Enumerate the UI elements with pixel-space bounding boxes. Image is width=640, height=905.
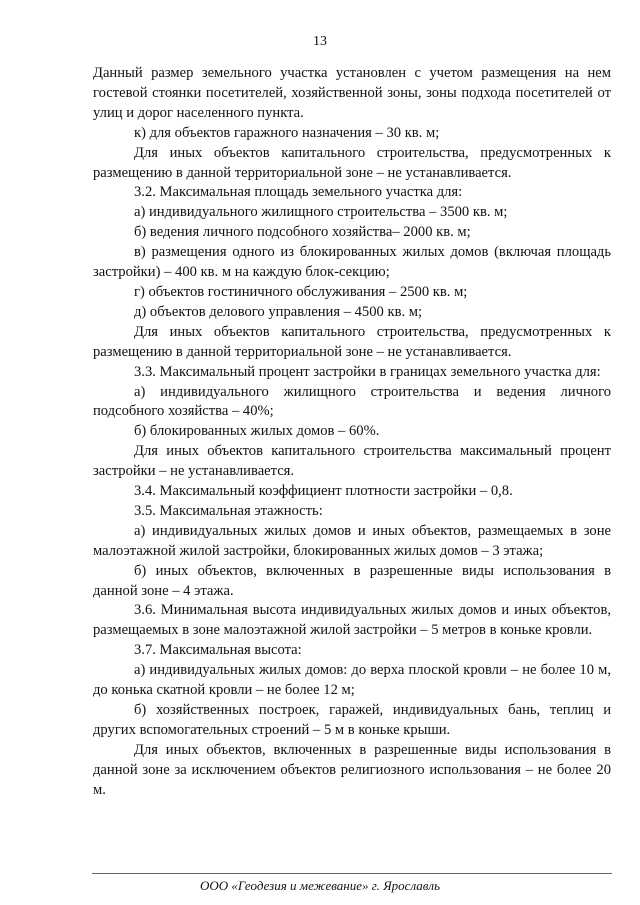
list-item: а) индивидуальных жилых домов: до верха плоской кровли – не более 10 м, до конька скатной кровли – не более 12 м; — [93, 662, 611, 699]
paragraph: Для иных объектов капитального строительства, предусмотренных к размещению в данной территориальной зоне – не устанавливается. — [93, 144, 611, 181]
section-heading: 3.6. Минимальная высота индивидуальных жилых домов и иных объектов, размещаемых в зоне малоэтажной жилой застройки – 5 метров в коньке кровли. — [93, 602, 611, 639]
page-number: 13 — [313, 34, 327, 49]
list-item: а) индивидуального жилищного строительства – 3500 кв. м; — [134, 204, 508, 221]
document-body — [93, 64, 611, 801]
list-item: б) хозяйственных построек, гаражей, индивидуальных бань, теплиц и других вспомогательных строений – 5 м в коньке крыши. — [93, 702, 611, 738]
list-item: в) размещения одного из блокированных жилых домов (включая площадь застройки) – 400 кв. м на каждую блок-секцию; — [93, 244, 611, 281]
section-heading: 3.2. Максимальная площадь земельного участка для: — [134, 184, 463, 201]
list-item: г) объектов гостиничного обслуживания – 2500 кв. м; — [134, 283, 468, 300]
list-item: б) блокированных жилых домов – 60%. — [134, 423, 380, 440]
section-heading: 3.3. Максимальный процент застройки в границах земельного участка для: — [134, 363, 601, 380]
paragraph: Данный размер земельного участка установлен с учетом размещения на нем гостевой стоянки посетителей, хозяйственной зоны, зоны подхода посетителей от улиц и дорог населенного пункта. — [93, 65, 611, 121]
list-item: а) индивидуальных жилых домов и иных объектов, размещаемых в зоне малоэтажной жилой застройки, блокированных жилых домов – 3 этажа; — [93, 522, 611, 559]
paragraph: к) для объектов гаражного назначения – 30 кв. м; — [134, 124, 440, 141]
section-heading: 3.5. Максимальная этажность: — [134, 502, 323, 519]
list-item: д) объектов делового управления – 4500 кв. м; — [134, 303, 423, 320]
list-item: б) иных объектов, включенных в разрешенные виды использования в данной зоне – 4 этажа. — [93, 562, 611, 599]
section-heading: 3.7. Максимальная высота: — [134, 642, 302, 659]
paragraph: Для иных объектов капитального строительства максимальный процент застройки – не устанавливается. — [93, 443, 611, 480]
page-footer: ООО «Геодезия и межевание» г. Ярославль — [199, 878, 441, 893]
section-heading: 3.4. Максимальный коэффициент плотности застройки – 0,8. — [134, 483, 513, 500]
list-item: б) ведения личного подсобного хозяйства– 2000 кв. м; — [134, 224, 471, 241]
paragraph: Для иных объектов капитального строительства, предусмотренных к размещению в данной территориальной зоне – не устанавливается. — [93, 323, 611, 360]
footer-divider — [92, 873, 612, 874]
paragraph: Для иных объектов, включенных в разрешенные виды использования в данной зоне за исключением объектов религиозного использования – не более 20 м. — [93, 741, 611, 798]
list-item: а) индивидуального жилищного строительства и ведения личного подсобного хозяйства – 40%; — [93, 383, 611, 420]
